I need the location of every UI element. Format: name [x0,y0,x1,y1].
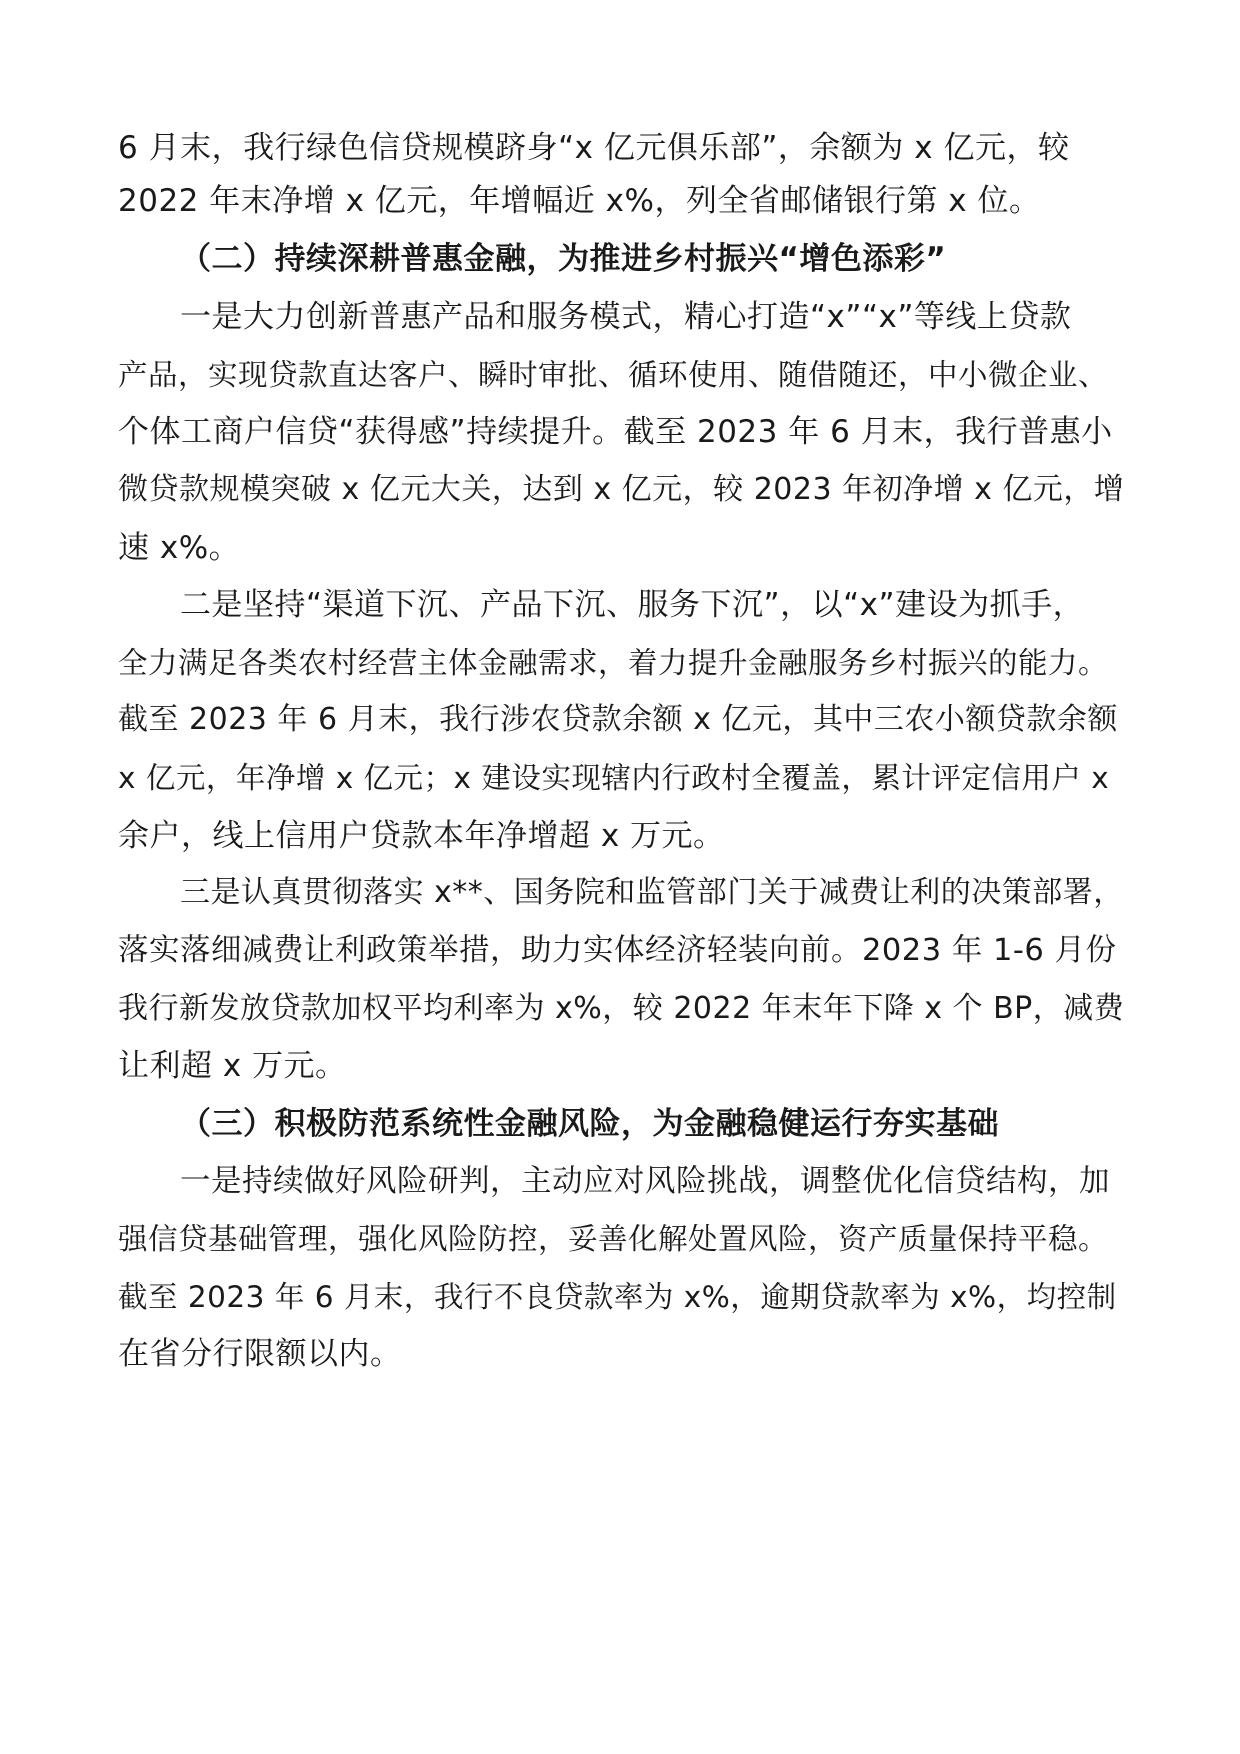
text-line: 落实落细减费让利政策举措，助力实体经济轻装向前。2023 年 1-6 月份 [118,933,1117,968]
text-line: 一是持续做好风险研判，主动应对风险挑战，调整优化信贷结构，加 [180,1164,1110,1199]
text-line: 产品，实现贷款直达客户、瞬时审批、循环使用、随借随还，中小微企业、 [118,358,1109,392]
text-line: x 亿元，年净增 x 亿元；x 建设实现辖内行政村全覆盖，累计评定信用户 x [118,761,1110,795]
text-line: 三是认真贯彻落实 x**、国务院和监管部门关于减费让利的决策部署， [180,875,1124,910]
text-line: 余户，线上信用户贷款本年净增超 x 万元。 [118,818,725,854]
text-line: 我行新发放贷款加权平均利率为 x%，较 2022 年末年下降 x 个 BP，减费 [118,991,1125,1026]
section-heading: （二）持续深耕普惠金融，为推进乡村振兴“增色添彩” [180,241,947,277]
text-line: 让利超 x 万元。 [118,1048,347,1084]
text-line: 强信贷基础管理，强化风险防控，妥善化解处置风险，资产质量保持平稳。 [118,1222,1109,1256]
section-heading: （三）积极防范系统性金融风险，为金融稳健运行夯实基础 [180,1106,999,1142]
text-line: 微贷款规模突破 x 亿元大关，达到 x 亿元，较 2023 年初净增 x 亿元，增 [118,472,1125,507]
text-line: 6 月末，我行绿色信贷规模跻身“x 亿元俱乐部”，余额为 x 亿元，较 [118,130,1070,166]
text-line: 个体工商户信贷“获得感”持续提升。截至 2023 年 6 月末，我行普惠小 [118,414,1113,450]
text-line: 全力满足各类农村经营主体金融需求，着力提升金融服务乡村振兴的能力。 [118,646,1109,680]
text-line: 在省分行限额以内。 [118,1336,402,1372]
text-line: 一是大力创新普惠产品和服务模式，精心打造“x”“x”等线上贷款 [180,299,1072,335]
text-line: 截至 2023 年 6 月末，我行涉农贷款余额 x 亿元，其中三农小额贷款余额 [118,702,1118,737]
text-line: 二是坚持“渠道下沉、产品下沉、服务下沉”，以“x”建设为抓手， [180,587,1085,623]
text-line: 速 x%。 [118,530,241,566]
text-line: 截至 2023 年 6 月末，我行不良贷款率为 x%，逾期贷款率为 x%，均控制 [118,1280,1117,1314]
text-line: 2022 年末净增 x 亿元，年增幅近 x%，列全省邮储银行第 x 位。 [118,183,1041,219]
